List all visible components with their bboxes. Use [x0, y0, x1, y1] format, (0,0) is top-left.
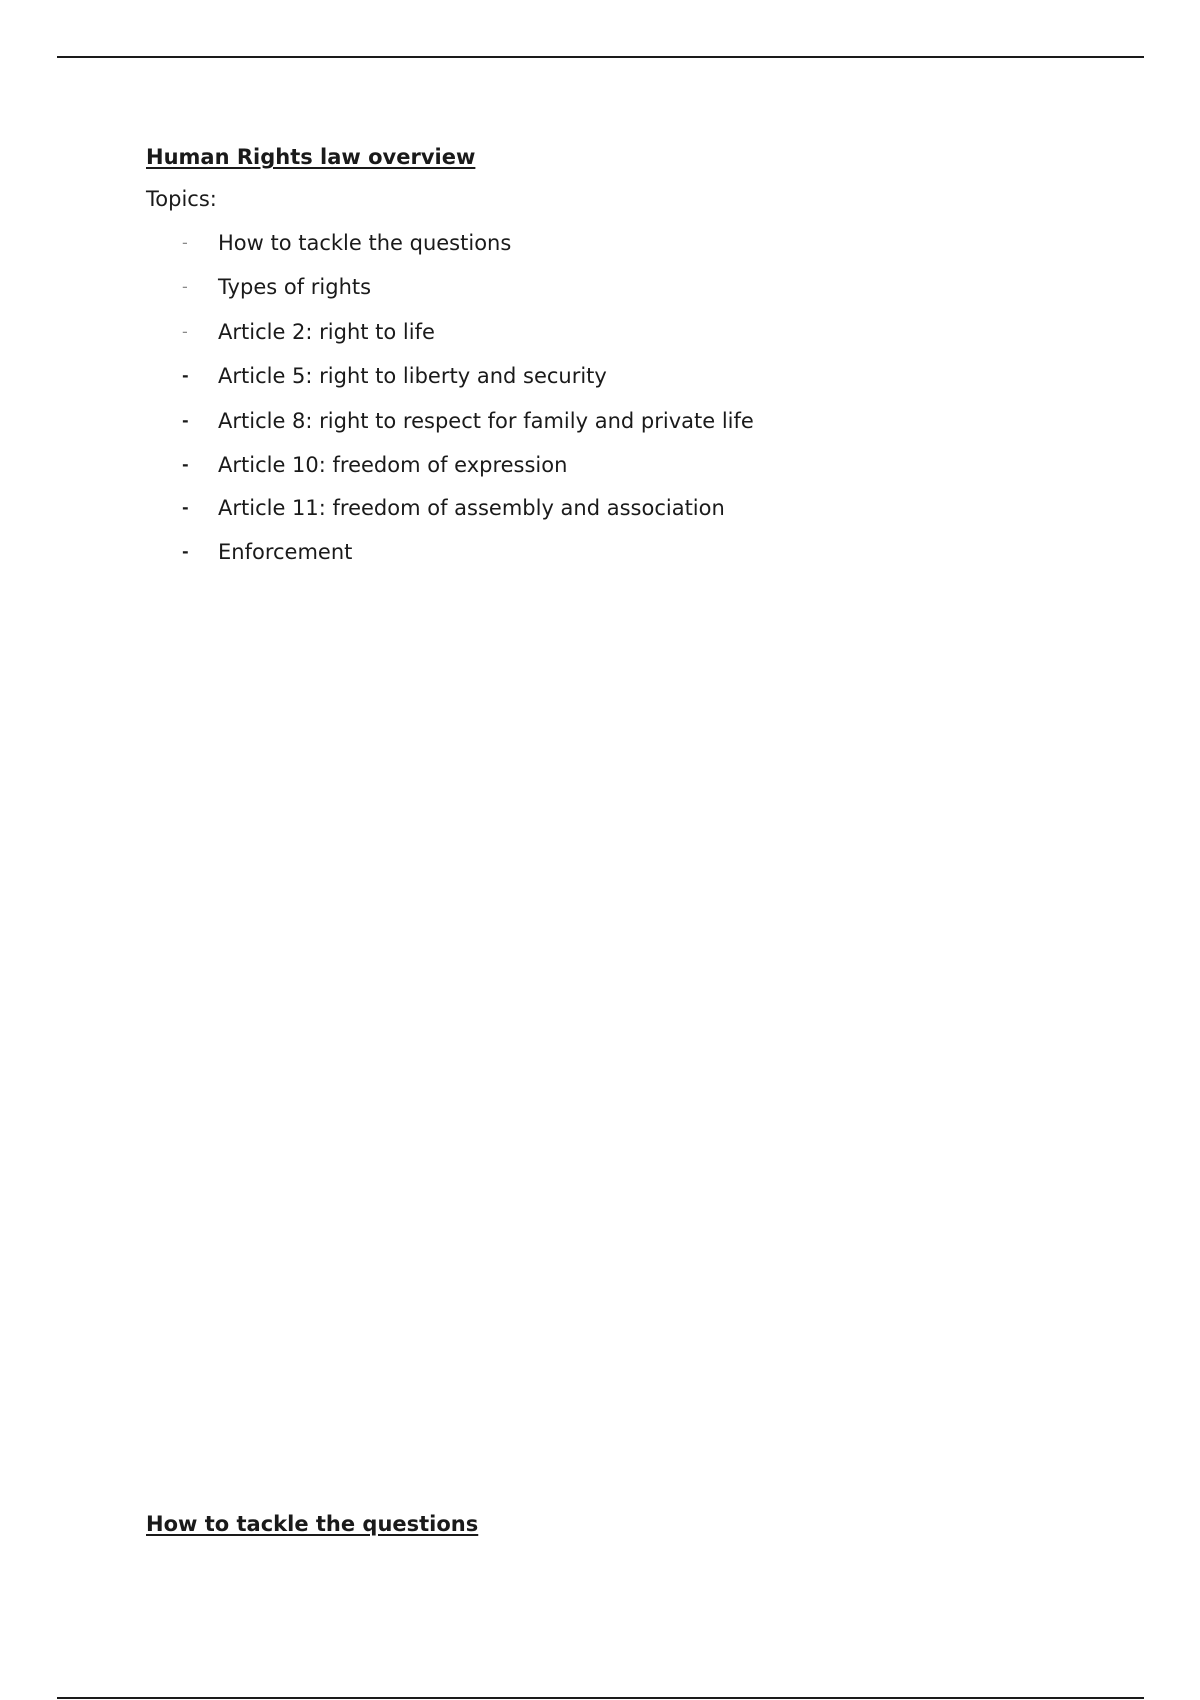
list-item — [146, 317, 1106, 347]
list-item — [146, 272, 1106, 302]
section-heading: How to tackle the questions — [146, 1512, 479, 1536]
dash-bullet: - — [182, 321, 188, 341]
topic-label: Enforcement — [218, 540, 353, 565]
footer-rule — [57, 1697, 1144, 1699]
topic-label: Types of rights — [218, 275, 372, 300]
topics-label: Topics: — [146, 187, 217, 211]
dash-bullet: - — [182, 454, 189, 474]
topic-label: Article 2: right to life — [218, 319, 435, 344]
dash-bullet: - — [182, 497, 189, 517]
dash-bullet: - — [182, 277, 188, 297]
list-item — [146, 406, 1106, 436]
dash-bullet: - — [182, 410, 189, 430]
topic-list — [146, 228, 1106, 567]
list-item — [146, 361, 1106, 391]
dash-bullet: - — [182, 366, 189, 386]
dash-bullet: - — [182, 542, 189, 562]
page-content — [146, 142, 1106, 582]
list-item — [146, 228, 1106, 258]
topic-label: How to tackle the questions — [218, 231, 512, 255]
topic-label: Article 8: right to respect for family and private life — [218, 408, 754, 433]
list-item — [146, 537, 1106, 567]
document-title: Human Rights law overview — [146, 145, 476, 169]
list-item — [146, 493, 1106, 523]
header-rule — [57, 56, 1144, 58]
topic-label: Article 5: right to liberty and security — [218, 364, 607, 389]
list-item — [146, 450, 1106, 480]
topic-label: Article 10: freedom of expression — [218, 452, 568, 477]
dash-bullet: - — [182, 233, 188, 252]
topic-label: Article 11: freedom of assembly and association — [218, 495, 725, 520]
